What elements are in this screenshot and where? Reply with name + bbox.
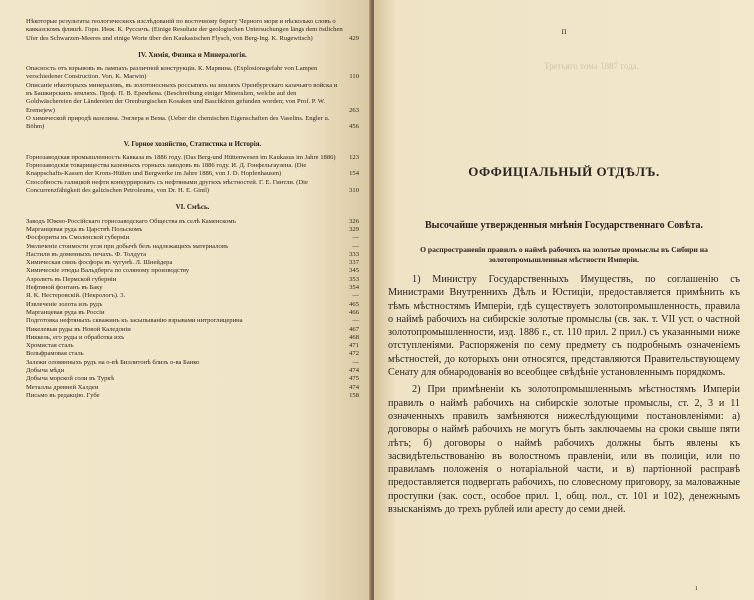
toc-section-iv xyxy=(26,65,359,131)
toc-entry-text: Химическая связь фосфора въ чугунѣ. Л. Шнейдера xyxy=(26,259,173,267)
toc-entry-page: 353 xyxy=(349,275,359,283)
toc-entry xyxy=(26,259,359,267)
toc-entry xyxy=(26,179,359,196)
toc-entry-page: 263 xyxy=(349,106,359,114)
toc-entry-text: Химическіе этюды Вальдберга по соляному производству xyxy=(26,267,190,275)
toc-entry-text: Добыча морской соли въ Туркѣ xyxy=(26,375,115,383)
page-marker: п xyxy=(561,26,567,36)
toc-entry-text: Вольфрамовая сталь xyxy=(26,350,84,358)
toc-entry-text: Марганцевая руда въ Россіи xyxy=(26,308,105,316)
toc-entry-text: Азролитъ въ Пермской губерніи xyxy=(26,275,117,283)
table-of-contents xyxy=(26,18,359,400)
toc-entry-text: О химической природѣ вазелина. Энглера и Вема. (Ueber die chemischen Eigenschaften des Vaselins. Engler u. Böhm) xyxy=(26,114,330,131)
toc-entry xyxy=(26,18,359,43)
toc-entry xyxy=(26,218,359,226)
toc-entry-text: Подготовка нефтяныхъ скважинъ къ засыпыванію взрывами нитроглицерина xyxy=(26,317,243,325)
toc-section-vi xyxy=(26,218,359,401)
toc-entry xyxy=(26,375,359,383)
toc-entry-page: — xyxy=(352,358,359,366)
toc-entry-text: Нефтяной фонтанъ въ Баку xyxy=(26,284,103,292)
toc-entry-text: Залежи оловянныхъ рудъ на о-вѣ Биллитонѣ близъ о-ва Банко xyxy=(26,358,200,366)
toc-entry-page: 345 xyxy=(349,267,359,275)
toc-entry xyxy=(26,367,359,375)
toc-entry-text: Горнозаводскія товарищества казенныхъ горныхъ заводовъ въ 1886 году. И. Д. Гонфельгаузена. (Die Knappschafts-Kassen der Krons-Hütten und Bergwerke im Jahre 1886, von J. D. Hopfenhausen) xyxy=(26,162,307,178)
toc-entry-text: Заводъ Южно-Россійскаго горнозаводскаго Общества въ селѣ Каменскомъ xyxy=(26,217,236,225)
toc-entry-text: Добыча мѣди xyxy=(26,366,65,374)
decree-subject: О распространеніи правилъ о наймѣ рабочихъ на золотые промыслы въ Сибири на золотопромышленныя мѣстности Имперіи. xyxy=(420,245,708,264)
toc-entry xyxy=(26,276,359,284)
toc-entry-page: 154 xyxy=(349,170,359,178)
toc-entry xyxy=(26,317,359,325)
toc-entry-text: Письмо въ редакцію. Губе xyxy=(26,391,100,399)
toc-entry-text: Марганцевая руда въ Царствѣ Польскомъ xyxy=(26,225,143,233)
toc-entry-page: 310 xyxy=(349,187,359,195)
toc-entry xyxy=(26,226,359,234)
toc-entry-page: 465 xyxy=(349,300,359,308)
toc-entry-page: 474 xyxy=(349,366,359,374)
toc-entry-text: Опасность отъ взрывовъ въ лампахъ различной конструкціи. К. Марвина. (Explosionsgefahr von Lampen verschiedener Construction. Von. K. Marwin) xyxy=(26,65,318,81)
department-title: ОФФИЦІАЛЬНЫЙ ОТДѢЛЪ. xyxy=(468,164,660,179)
toc-entry-page: 333 xyxy=(349,250,359,258)
toc-entry xyxy=(26,154,359,162)
toc-entry-text: Никелевыя руды въ Новой Каледоніи xyxy=(26,325,131,333)
decree-title: Высочайше утвержденныя мнѣнія Государственнаго Совѣта. xyxy=(425,220,703,231)
toc-entry xyxy=(26,115,359,132)
toc-entry-text: Настили въ доменныхъ печахъ. Ф. Толдута xyxy=(26,250,147,258)
toc-entry-page: 329 xyxy=(349,225,359,233)
toc-entry xyxy=(26,359,359,367)
toc-entry-text: Металлы древней Халдеи xyxy=(26,383,99,391)
toc-entry-page: 429 xyxy=(349,34,359,42)
toc-entry-page: 475 xyxy=(349,375,359,383)
toc-entry-text: Нѣкоторые результаты геологическихъ изслѣдованій по восточному берегу Черного моря и нѣсколько словъ о кавказскомъ флишѣ. Горн. Инж. К. Руссичъ. (Einige Resultate der geologischen Untersuchungen längs dem östlichen Ufer des Schwarzen-Meeres und einige Worte über den Kaukasischen Flysch, von Berg-Ing. K. Rugewitsch) xyxy=(26,18,343,42)
toc-entry-page: 467 xyxy=(349,325,359,333)
toc-entry xyxy=(26,292,359,300)
toc-entry xyxy=(26,309,359,317)
toc-entry xyxy=(26,162,359,179)
section-title-v: V. Горное хозяйство, Статистика и Исторія. xyxy=(123,139,262,148)
toc-entry-page: 158 xyxy=(349,391,359,399)
section-title-vi: VI. Смѣсь. xyxy=(175,203,210,212)
toc-entry xyxy=(26,267,359,275)
toc-entry xyxy=(26,243,359,251)
toc-entry xyxy=(26,82,359,115)
toc-entry xyxy=(26,234,359,242)
toc-entry-text: Горнозаводская промышленность Кавказа въ 1886 году. (Das Berg-und Hüttenwesen im Kaukasus im Jahre 1886) xyxy=(26,153,336,161)
toc-entry xyxy=(26,284,359,292)
toc-entry xyxy=(26,342,359,350)
toc-entry-text: Никкель, его руды и обработка ихъ xyxy=(26,333,125,341)
toc-entry xyxy=(26,251,359,259)
toc-top-entries xyxy=(26,18,359,43)
toc-entry xyxy=(26,384,359,392)
bleed-through-text: Третьяго тома 1887 года. xyxy=(544,61,639,71)
toc-entry xyxy=(26,65,359,82)
toc-entry-page: — xyxy=(352,234,359,242)
toc-entry-page: — xyxy=(352,317,359,325)
toc-entry-page: 471 xyxy=(349,342,359,350)
toc-entry-page: 123 xyxy=(349,153,359,161)
right-page xyxy=(374,0,754,600)
paragraph-2: 2) При примѣненіи къ золотопромышленнымъ мѣстностямъ Имперіи правилъ о наймѣ рабочихъ на сибирскіе золотые промыслы, ст. 2, 3 и 11 означенныхъ правилъ замѣняются нижеслѣдующими постановленіями: а) договоры о наймѣ рабочихъ не могутъ быть заключаемы на сроки свыше пяти лѣтъ; б) договоры о наймѣ рабочихъ должны быть явлены къ засвидѣтельствованію въ волостномъ правленіи, или въ полиціи, или по правиламъ положенія о нотаріальной части, и в) партіонной расправѣ предоставляется подвергать рабочихъ, по словесному приговору, за маловажные проступки (зак. сост., особое прил. 1, общ. пол., ст. 101 и 102), денежнымъ взысканіямъ до трехъ рублей или аресту до семи дней. xyxy=(388,384,740,516)
toc-entry-text: Я. К. Нестеровскій. (Некрологъ). 3. xyxy=(26,292,126,300)
toc-entry-page: 326 xyxy=(349,217,359,225)
toc-entry-page: 474 xyxy=(349,383,359,391)
toc-entry-page: 110 xyxy=(349,73,359,81)
toc-entry-page: 468 xyxy=(349,333,359,341)
page-number: 1 xyxy=(695,586,698,592)
left-page xyxy=(0,0,371,600)
toc-entry-page: 337 xyxy=(349,259,359,267)
paragraph-1: 1) Министру Государственныхъ Имуществъ, по соглашенію съ Министрами Внутреннихъ Дѣлъ и Юстиціи, предоставляется примѣнить къ тѣмъ мѣстностямъ Имперіи, гдѣ существуетъ золотопромышленность, правила о наймѣ рабочихъ на сибирскіе золотые промыслы (св. зак. т. VII уст. о частной золотопромышленности, изд. 1886 г., ст. 110 прил. 2 прил.) съ указанными ниже отступленіями. Распоряженія по сему предмету съ подробнымъ означеніемъ мѣстностей, до которыхъ они относятся, представляются Правительствующему Сенату для обнародованія во всеобщее свѣдѣніе установленнымъ порядкомъ. xyxy=(388,274,740,379)
toc-entry-text: Фосфориты въ Смоленской губерніи xyxy=(26,234,130,242)
toc-entry-text: Увеличеніе стоимости угля при добычѣ безъ надлежащихъ материаловъ xyxy=(26,242,229,250)
toc-entry xyxy=(26,301,359,309)
toc-entry-page: 472 xyxy=(349,350,359,358)
toc-entry-text: Извлеченіе золота изъ рудъ xyxy=(26,300,103,308)
toc-entry-page: 354 xyxy=(349,284,359,292)
toc-entry-text: Хромистая сталь xyxy=(26,342,74,350)
toc-entry xyxy=(26,326,359,334)
toc-entry-page: — xyxy=(352,292,359,300)
toc-entry xyxy=(26,334,359,342)
toc-entry xyxy=(26,350,359,358)
toc-entry-text: Способность галицкой нефти конкуррировать съ нефтяными другихъ мѣстностей. Г. Е. Гинтли. (Die Concurrenzfähigkeit des galizischen Petroleums, von Dr. H. E. Gintl) xyxy=(26,178,308,195)
section-title-iv: IV. Химія, Физика и Минералогія. xyxy=(138,50,247,59)
toc-entry xyxy=(26,392,359,400)
toc-entry-text: Описаніе нѣкоторыхъ минераловъ, въ золотоносныхъ россыпяхъ на земляхъ Оренбургскаго казачьяго войска и въ Башкирскихъ земляхъ. Проф. П. В. Еремѣева. (Beschreibung einiger Mineralien, welche auf den Goldwäschereien der Ländereien der Orenburgischen Kosaken und Baschkiren gefunden worden; von Prof. P. W. Eremejew) xyxy=(26,81,338,114)
toc-section-v xyxy=(26,154,359,195)
toc-entry-page: 466 xyxy=(349,308,359,316)
toc-entry-page: — xyxy=(352,242,359,250)
toc-entry-page: 456 xyxy=(349,123,359,131)
